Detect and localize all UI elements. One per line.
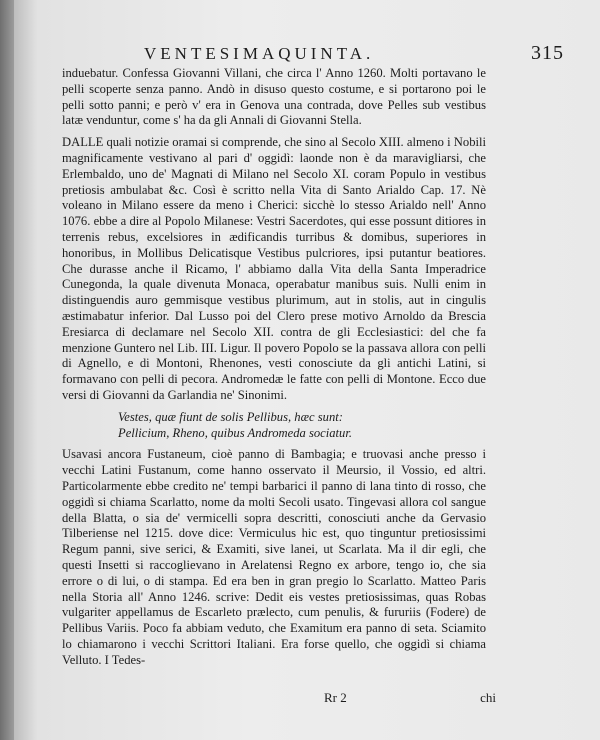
verse-quote xyxy=(118,410,486,442)
book-page xyxy=(14,0,600,740)
paragraph-3: Usavasi ancora Fustaneum, cioè panno di Bambagia; e truovasi anche presso i vecchi Latini Fustanum, come hanno osservato il Meursio, il Vossio, ed altri. Particolarmente ebbe credito ne' tempi barbarici il panno di lana tinto di rosso, che oggidì si chiama Scarlatto, nome da molti Secoli usato. Tingevasi allora col sangue della Blatta, o sia de' vermicelli sopra descritti, conosciuti anche da Gervasio Tilberiense nel 1215. dove dice: Vermiculus hic est, quo tinguntur pretiosissimi Regum panni, sive serici, & Examiti, sive lanei, ut Scarlata. Ma il dir egli, che questi Insetti si raccoglievano in Arelatensi Regno ex arbore, tengo io, che sia errore o di lui, o di stampa. Ed era ben in gran pregio lo Scarlatto. Matteo Paris nella Storia all' Anno 1246. scrive: Dedit eis vestes pretiosissimas, quas Robas vulgariter appellamus de Escarleto prælecto, cum penulis, & fururiis (Fodere) de Pellibus Variis. Poco fa abbiam veduto, che Examitum era panno di seta. Sciamito lo chiamarono i vecchi Scrittori Italiani. Era forse quello, che oggidì si chiama Velluto. I Tedes- xyxy=(62,447,486,667)
running-header xyxy=(144,38,564,66)
running-title: VENTESIMAQUINTA. xyxy=(144,44,375,63)
paragraph-1: induebatur. Confessa Giovanni Villani, che circa l' Anno 1260. Molti portavano le pelli scoperte senza panno. Andò in disuso questo costume, e si portarono poi le pelli sotto panni; e però v' era in Genova una contrada, dove Pelles sub vestibus latæ venduntur, come s' ha da gli Annali di Giovanni Stella. xyxy=(62,66,486,128)
paragraph-2: DALLE quali notizie oramai si comprende, che sino al Secolo XIII. almeno i Nobili magnificamente vestivano al pari d' oggidì: laonde non è da maravigliarsi, che Erlembaldo, uno de' Magnati di Milano nel Secolo XI. coram Populo in vestibus pretiosis ambulabat &c. Così è scritto nella Vita di Santo Arialdo Cap. 17. Nè voleano in Milano essere da meno i Cherici: sicchè lo stesso Arialdo nell' Anno 1076. ebbe a dire al Popolo Milanese: Vestri Sacerdotes, qui esse possunt ditiores in terrenis rebus, excelsiores in ædificandis turribus & domibus, superiores in honoribus, in Mollibus Delicatisque Vestibus pulcriores, ipsi putantur beatiores. Che durasse anche il Ricamo, l' abbiamo dalla Vita della Santa Imperadrice Cunegonda, la quale divenuta Monaca, operabatur manibus suis. Nulli enim in distinguendis auro gemmisque vestibus plurimum, aut in stolis, aut in cingulis æstimabatur inferior. Dal Lusso poi del Clero prese motivo Arnoldo da Brescia Eresiarca di declamare nel Secolo XII. contra de gli Ecclesiastici: del che fa menzione Guntero nel Lib. III. Ligur. Il povero Popolo se la passava allora con pelli di Agnello, e di Montoni, Rhenones, vesti conosciute da gli antichi Latini, si formavano con pelli di pecora. Andromedæ le fatte con pelli di Montone. Ecco due versi di Giovanni da Garlandia ne' Sinonimi. xyxy=(62,135,486,402)
body-text xyxy=(62,66,486,674)
signature-mark: Rr 2 xyxy=(324,690,347,705)
page-number: 315 xyxy=(531,42,564,64)
catchword: chi xyxy=(480,690,496,705)
verse-line-1: Vestes, quæ fiunt de solis Pellibus, hæc sunt: xyxy=(118,409,343,424)
book-spine-shadow xyxy=(0,0,14,740)
page-footer xyxy=(324,690,496,710)
verse-line-2: Pellicium, Rheno, quibus Andromeda sociatur. xyxy=(118,425,353,440)
